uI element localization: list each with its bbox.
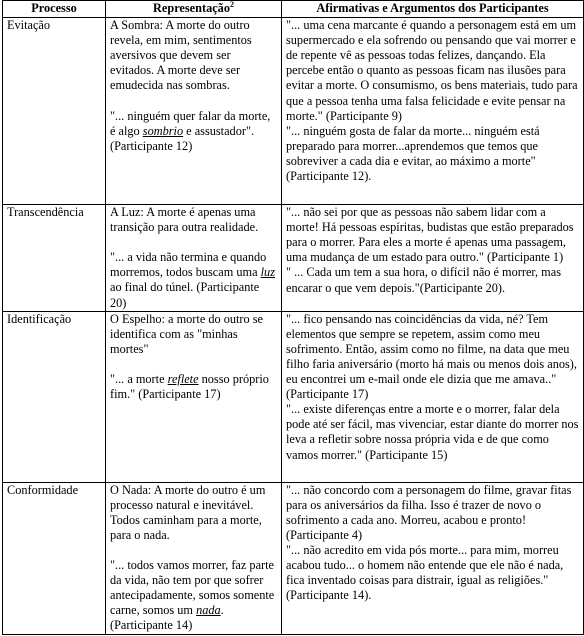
spacer [110,357,277,372]
spacer [110,235,277,250]
footnote-marker: 2 [229,0,234,9]
quote-text: "... ninguém quer falar da morte, é algo [110,108,271,138]
afirmativa-2: "... existe diferenças entre a morte e o morrer, falar dela pode até ser fácil, mas vivenciar, estar diante do morrer nos leva a refletir sobre nossa própria vida e de que como vamos morrer." (Participante 15) [286,402,579,462]
representacao-quote [110,250,277,310]
quote-text-end: . (Participante 14) [110,603,224,633]
representacao-cell [106,482,282,634]
afirmativa-2: " ... Cada um tem a sua hora, o difícil não é morrer, mas encarar o que vem depois."(Participante 20). [286,265,561,295]
afirmativa-1: "... fico pensando nas coincidências da vida, né? Tem elementos que sempre se repetem, assim como meu sofrimento. Então, assim como no filme, na data que meu filho faria aniversário (morto há mais ou menos dois anos), eu encontrei um e-mail onde ele dizia que me amava.." (Participante 17) [286,311,577,402]
afirmativa-2: "... não acredito em vida pós morte... para mim, morreu acabou tudo... o homem não entende que ele não é nada, fica inventado coisas para distrair, igual as religiões." (Participante 14). [286,543,564,603]
quote-text-end: ao final do túnel. (Participante 20) [110,280,260,310]
quote-text: "... todos vamos morrer, faz parte da vida, não tem por que sofrer antecipadamente, somos somente carne, somos um [110,558,275,618]
afirmativa-1: "... uma cena marcante é quando a personagem está em um supermercado e ela sofrendo ou pensando que vai morrer e de repente vê as pessoas todas felizes, dançando. Ela percebe então o quanto as pessoas ficam nas ilusões para evitar a morte. O consumismo, os bens materiais, tudo para que a pessoa tenha uma falsa felicidade e evite pensar na morte." (Participante 9) [286,18,578,123]
header-representacao-label: Representação [153,1,230,15]
quote-text-end: e assustador". (Participante 12) [110,123,255,153]
processo-cell: Identificação [3,311,106,482]
quote-text: "... a morte [110,371,168,386]
quote-text-end: nosso próprio fim." (Participante 17) [110,371,269,402]
table-row [3,18,584,205]
processo-cell: Transcendência [3,205,106,312]
spacer [110,543,277,558]
header-processo: Processo [3,1,106,18]
header-representacao [106,1,282,18]
processo-cell: Evitação [3,18,106,205]
representacao-quote [110,558,277,633]
afirmativas-cell [282,205,584,312]
afirmativa-2: "... ninguém gosta de falar da morte... ninguém está preparado para morrer...aprendemos que temos que sobreviver a cada dia e evitar, ao máximo a morte" (Participante 12). [286,123,540,184]
header-afirmativas: Afirmativas e Argumentos dos Participantes [282,1,584,18]
quote-keyword: reflete [167,371,199,386]
quote-keyword: luz [260,265,275,280]
processo-cell: Conformidade [3,482,106,634]
table-row [3,311,584,482]
quote-keyword: nada [196,603,221,618]
quote-text: "... a vida não termina e quando morremos, todos buscam uma [110,250,267,280]
representacao-cell [106,205,282,312]
afirmativas-cell [282,18,584,205]
representacao-cell [106,18,282,205]
representacao-intro: A Sombra: A morte do outro revela, em mim, sentimentos aversivos que devem ser evitados. A morte deve ser emudecida nas sombras. [110,18,252,93]
afirmativas-cell [282,311,584,482]
afirmativa-1: "... não sei por que as pessoas não sabem lidar com a morte! Há pessoas espíritas, budistas que estão preparados para o morrer. Para eles a morte é apenas uma passagem, uma mudança de um estado para outro." (Participante 1) [286,205,574,265]
representacao-intro: O Espelho: a morte do outro se identifica com as "minhas mortes" [110,311,263,356]
afirmativas-cell [282,482,584,634]
table-row [3,482,584,634]
representacao-intro: A Luz: A morte é apenas uma transição para outra realidade. [110,205,259,235]
representacao-quote [110,109,277,154]
table-header-row [3,1,584,18]
table-row [3,205,584,312]
spacer [110,94,277,109]
afirmativa-1: "... não concordo com a personagem do filme, gravar fitas para os aniversários da filha. Isso é trazer de novo o sofrimento a cada ano. Morreu, acabou e pronto! (Participante 4) [286,482,572,542]
representacao-cell [106,311,282,482]
representacao-intro: O Nada: A morte do outro é um processo natural e inevitável. Todos caminham para a morte, para o nada. [110,482,266,542]
quote-keyword: sombrio [142,123,184,138]
representacao-quote [110,372,277,402]
processes-table [2,0,584,635]
